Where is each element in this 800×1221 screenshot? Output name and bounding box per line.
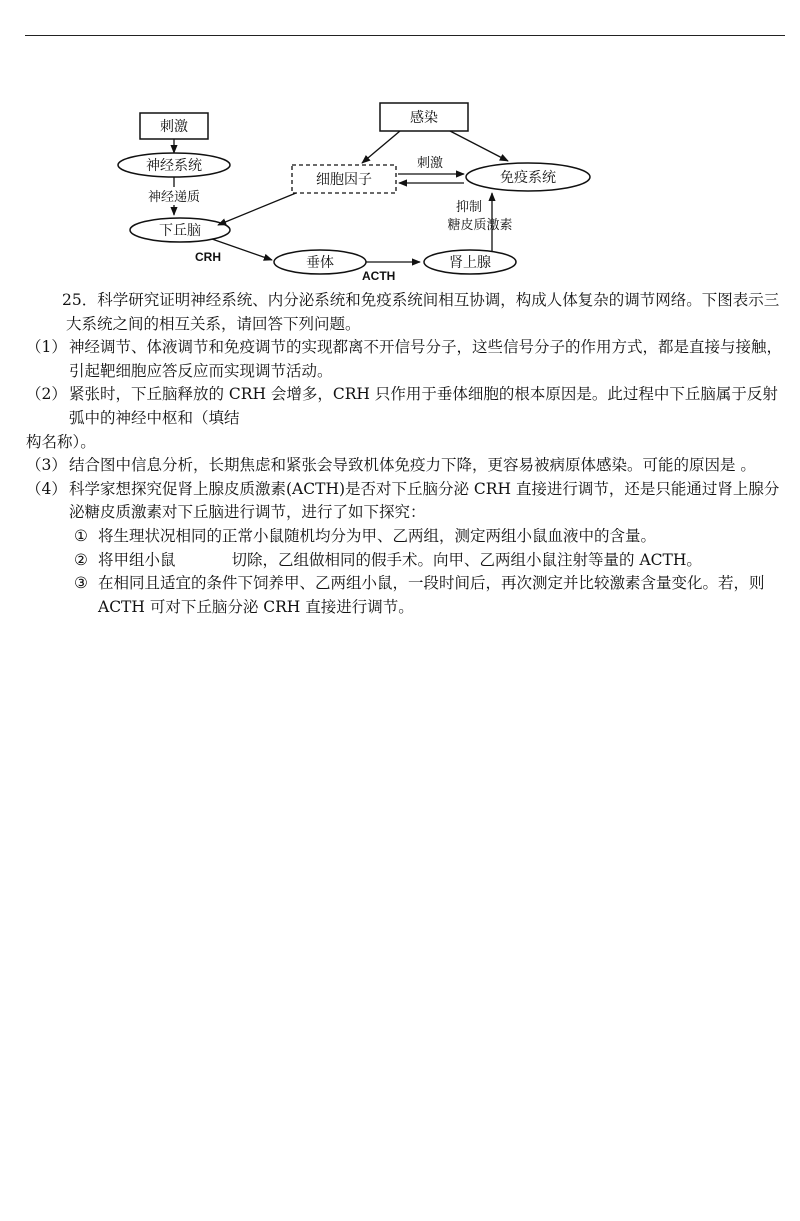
nervous-system-label: 神经系统 (146, 158, 202, 174)
crh-label: CRH (195, 250, 221, 264)
step-2-mark: ② (74, 550, 88, 569)
header-rule (25, 35, 785, 36)
stimulus-label: 刺激 (160, 119, 188, 135)
step-2 (26, 549, 786, 573)
question-intro: 25．科学研究证明神经系统、内分泌系统和免疫系统间相互协调，构成人体复杂的调节网络。下图表示三大系统之间的相互关系，请回答下列问题。 (62, 291, 780, 333)
question-4 (26, 478, 786, 525)
step-2-text-b: 切除，乙组做相同的假手术。向甲、乙两组小鼠注射等量的 ACTH。 (231, 550, 702, 569)
immune-system-label: 免疫系统 (500, 170, 556, 186)
question-3-number: （3） (26, 456, 67, 475)
question-4-number: （4） (26, 479, 67, 498)
pituitary-label: 垂体 (306, 255, 334, 271)
question-2-text: 紧张时，下丘脑释放的 CRH 会增多，CRH 只作用于垂体细胞的根本原因是。此过程中下丘脑属于反射弧中的神经中枢和（填结 (69, 385, 778, 427)
question-3-text: 结合图中信息分析，长期焦虑和紧张会导致机体免疫力下降，更容易被病原体感染。可能的原因是 。 (69, 456, 756, 475)
inhibit-label: 抑制 (455, 200, 482, 215)
step-1 (26, 525, 786, 549)
question-2 (26, 383, 786, 430)
infection-label: 感染 (410, 110, 438, 126)
step-2-text-a: 将甲组小鼠 (98, 550, 176, 569)
arrow-infection-cytokine (362, 131, 400, 163)
stimulate-label: 刺激 (416, 156, 444, 171)
question-4-text: 科学家想探究促肾上腺皮质激素(ACTH)是否对下丘脑分泌 CRH 直接进行调节，还是只能通过肾上腺分泌糖皮质激素对下丘脑进行调节，进行了如下探究： (69, 479, 780, 522)
question-2-number: （2） (26, 385, 67, 404)
question-1 (26, 336, 786, 383)
glucocorticoid-label: 糖皮质激素 (447, 218, 513, 233)
step-1-text: 将生理状况相同的正常小鼠随机均分为甲、乙两组，测定两组小鼠血液中的含量。 (98, 526, 657, 545)
step-3 (26, 572, 786, 619)
acth-label: ACTH (362, 269, 396, 283)
step-3-mark: ③ (74, 574, 88, 593)
cytokine-label: 细胞因子 (316, 172, 372, 188)
question-2-continuation: 构名称）。 (26, 432, 96, 451)
diagram-svg (100, 95, 620, 285)
adrenal-label: 肾上腺 (449, 255, 491, 271)
arrow-hypothalamus-pituitary (212, 239, 272, 260)
question-content (26, 289, 786, 619)
arrow-cytokine-hypothalamus (218, 193, 296, 225)
question-1-text: 神经调节、体液调节和免疫调节的实现都离不开信号分子，这些信号分子的作用方式，都是直接与接触，引起靶细胞应答反应而实现调节活动。 (69, 338, 783, 380)
arrow-infection-immune (450, 131, 508, 161)
step-3-text: 在相同且适宜的条件下饲养甲、乙两组小鼠，一段时间后，再次测定并比较激素含量变化。若，则 ACTH 可对下丘脑分泌 CRH 直接进行调节。 (98, 574, 765, 616)
question-3 (26, 454, 786, 478)
question-1-number: （1） (26, 338, 67, 357)
neurotransmitter-label: 神经递质 (147, 190, 201, 205)
step-1-mark: ① (74, 526, 88, 545)
regulation-diagram (100, 95, 620, 285)
hypothalamus-label: 下丘脑 (159, 223, 201, 239)
